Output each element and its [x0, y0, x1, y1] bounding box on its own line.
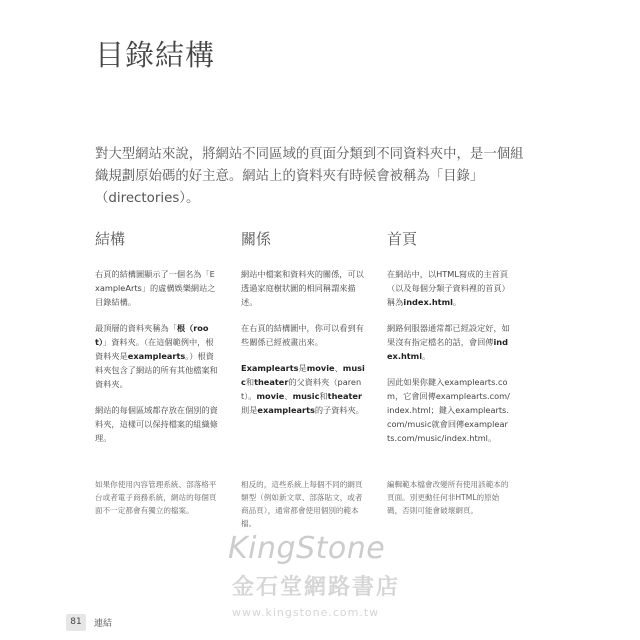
body-paragraph: 最頂層的資料夾稱為「根（root）」資料夾。（在這個範例中，根資料夾是examplearts。）根資料夾包含了網站的所有其他檔案和資料夾。 — [95, 323, 218, 389]
page-number: 81 — [66, 614, 86, 631]
column-structure — [95, 230, 219, 457]
body-paragraph: 因此如果你鍵入examplearts.com，它會回傳examplearts.com/index.html；鍵入examplearts.com/music就會回傳examplearts.com/music/index.html。 — [387, 377, 510, 443]
section-name: 連結 — [94, 619, 113, 629]
column-heading: 結構 — [95, 230, 126, 248]
watermark-store-name: 金石堂網路書店 — [232, 575, 401, 600]
body-paragraph: Examplearts是movie、music和theater的父資料夾（parent）。movie、music和theater則是examplearts的子資料夾。 — [241, 363, 365, 415]
column-body — [95, 267, 219, 445]
side-note: 編輯範本檔會改變所有使用該範本的頁面。別更動任何非HTML的原始碼，否則可能會破壞網頁。 — [387, 480, 509, 515]
watermark-url: www.kingstone.com.tw — [232, 606, 380, 619]
watermark-logo: KingStone — [228, 531, 386, 566]
body-paragraph: 在網站中，以HTML寫成的主首頁（以及每個分類子資料裡的首頁）稱為index.html。 — [387, 269, 510, 307]
body-paragraph: 右頁的結構圖顯示了一個名為「ExampleArts」的虛構娛樂網站之目錄結構。 — [95, 269, 216, 307]
body-paragraph: 網路伺服器通常都已經設定好，如果沒有指定檔名的話，會回傳index.html。 — [387, 323, 510, 361]
page-footer — [66, 614, 112, 631]
body-paragraph: 網站的每個區域都存放在個別的資料夾，這樣可以保持檔案的組織條理。 — [95, 405, 218, 443]
page-title: 目錄結構 — [95, 38, 216, 72]
column-body — [241, 267, 365, 417]
column-homepage — [387, 230, 511, 457]
column-heading: 關係 — [241, 230, 272, 248]
side-note: 如果你使用內容管理系統、部落格平台或者電子商務系統，網站的每個頁面不一定都會有獨立的檔案。 — [95, 480, 217, 515]
column-body — [387, 267, 511, 445]
body-paragraph: 在右頁的結構圖中，你可以看到有些關係已經被畫出來。 — [241, 323, 364, 347]
body-paragraph: 網站中檔案和資料夾的關係，可以透過家庭樹狀圖的相同稱謂來描述。 — [241, 269, 364, 307]
side-note: 相反的，這些系統上每個不同的網頁類型（例如新文章、部落貼文，或者商品頁），通常都會使用個別的範本檔。 — [241, 480, 363, 528]
column-heading: 首頁 — [387, 230, 418, 248]
column-relationships — [241, 230, 365, 429]
intro-paragraph: 對大型網站來說，將網站不同區域的頁面分類到不同資料夾中，是一個組織規劃原始碼的好主意。網站上的資料夾有時候會被稱為「目錄」（directories）。 — [95, 147, 524, 206]
